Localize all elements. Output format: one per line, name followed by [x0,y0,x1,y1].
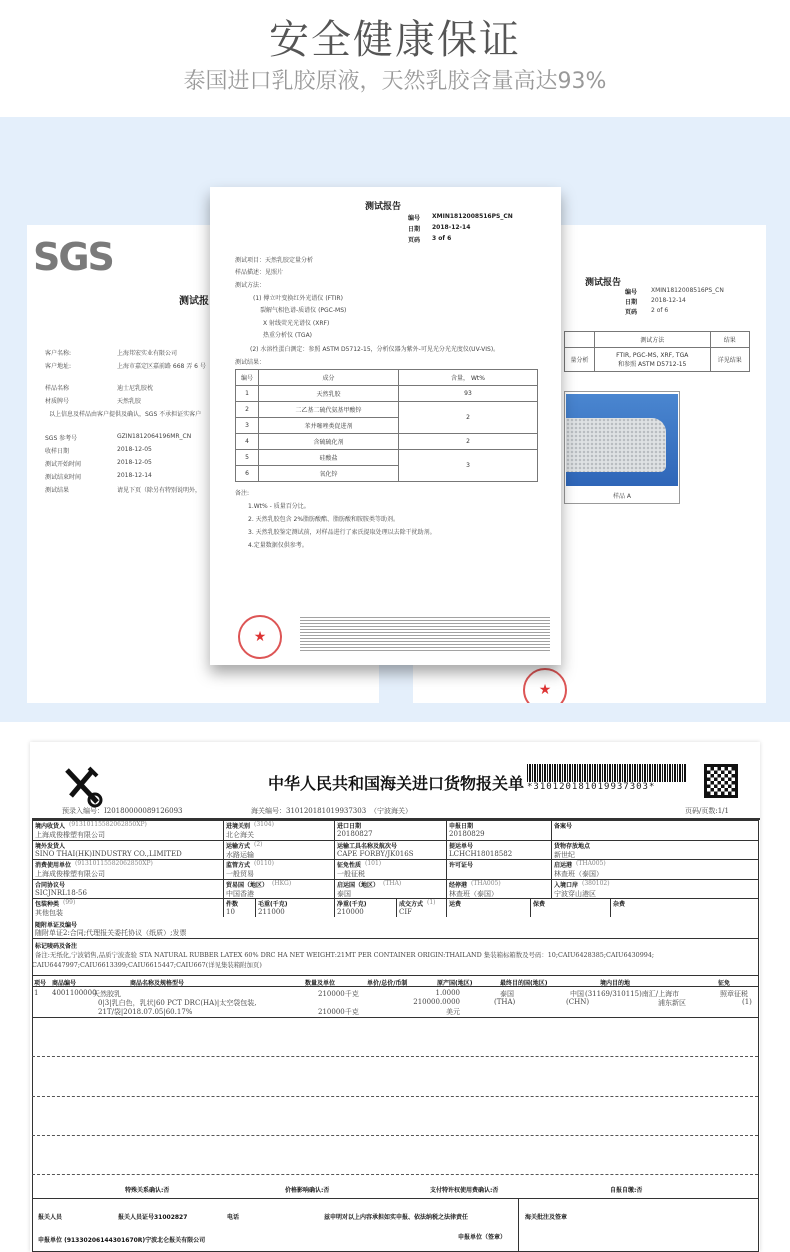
goods-total: 210000.0000 [413,998,460,1006]
field-value: 宁波穿山港区 [554,890,596,898]
method: (1) 傅立叶变换红外光谱仪 (FTIR) [253,295,343,302]
field-label: 进境关别 [226,823,251,830]
table-row [236,386,538,402]
page-title: 安全健康保证 [269,17,521,63]
field-label: 合同协议号 [35,882,66,889]
label: 日期 [408,226,421,233]
page-count: 页码/页数:1/1 [685,807,729,815]
method: 裂解气相色谱-质谱仪 (PGC-MS) [260,307,347,314]
goods-qty: 210000千克 [318,990,359,998]
field-label: 入境口岸 [554,882,579,889]
field-label: 境外发货人 [35,843,66,850]
table-cell: 苯并噻唑类促进剂 [259,418,399,434]
table-cell: 2 [236,402,259,418]
table-row [236,434,538,450]
notes-title: 备注: [235,490,250,497]
field-value: 其他包装 [35,909,63,917]
table-cell: FTIR, PGC-MS, XRF, TGA [616,351,689,359]
photo-frame [564,391,680,504]
goods-code: 4001100000 [52,989,97,997]
form-title: 中华人民共和国海关进口货物报关单 [268,774,525,793]
table-header: 测试方法 [595,332,711,348]
royalty-confirm: 支付特许权使用费确认:否 [430,1187,499,1194]
label: 页码 [625,309,638,316]
marks-value: CAIU6447997;CAIU6613399;CAIU6615447;CAIU667(详见集装箱附加页) [32,961,262,969]
goods-levy-code: (1) [742,998,752,1006]
field-value: 中国香港 [226,890,254,898]
field-label: 客户地址: [45,363,72,370]
field-label: 运输方式 [226,843,251,850]
method: 热重分析仪 (TGA) [263,332,313,339]
photo-caption: 样品 A [613,493,632,500]
table-cell: 6 [236,466,259,482]
field-code: (HKG) [272,880,292,887]
goods-no: 1 [34,989,39,997]
field-label: 申报日期 [449,823,474,830]
field-code: (THA) [383,880,402,887]
field-label: 测试结束时间 [45,474,82,481]
pillow-photo [566,394,678,486]
declarant-number: 报关人员证号31002827 [118,1214,188,1221]
customs-emblem-icon [63,766,103,808]
field-label: 保费 [533,901,546,908]
field-label: 杂费 [613,901,626,908]
customs-approval-label: 海关批注及签章 [525,1214,568,1221]
field-value: 211000 [258,908,285,916]
table-cell: 硅酸盐 [259,450,399,466]
field-label: 毛重(千克) [258,901,288,908]
report-title: 测试报告 [585,278,622,288]
field-value: SINO THAI(HK)INDUSTRY CO.,LIMITED [35,850,182,858]
field-label: 运费 [449,901,462,908]
field-code: (91310115582062850XP) [69,821,147,828]
table-cell: 93 [399,386,538,402]
field-value: GZIN1812064196MR_CN [117,433,192,440]
result-title: 测试结果： [235,359,266,366]
field-value: 新世纪 [554,851,575,859]
field-value: 20180829 [449,830,485,838]
field-label: 测试结果 [45,487,70,494]
label: 编号 [408,215,421,222]
field-label: 件数 [226,901,239,908]
goods-column-header: 最终目的国(地区) [500,980,548,987]
field-label: 包装种类 [35,901,60,908]
field-value: 林查班（泰国） [449,890,498,898]
docs-label: 随附单证及编号 [35,922,78,929]
goods-price: 1.0000 [435,989,460,997]
fine-print [300,617,550,651]
table-header: 编号 [236,370,259,386]
field-label: 测试开始时间 [45,461,82,468]
test-item: 测试项目：天然乳胶定量分析 [235,257,314,264]
table-cell: 二乙基二硫代氨基甲酸锌 [259,402,399,418]
barcode-number: *310120181019937303* [527,782,656,792]
goods-origin: 泰国 [500,990,514,998]
table-cell: 2 [399,402,538,434]
goods-currency: 美元 [446,1008,460,1016]
table-cell: 1 [236,386,259,402]
field-code: (1) [427,899,436,906]
table-cell: 5 [236,450,259,466]
goods-destination: 中国 [570,990,584,998]
field-label: 客户名称: [45,350,72,357]
declaring-unit-signature: 申报单位（签章） [458,1234,507,1241]
sample-desc: 样品描述：见照片 [235,269,284,276]
field-label: 启运港 [554,862,573,869]
goods-domestic-district: 浦东新区 [658,999,686,1007]
table-row [236,450,538,466]
field-label: 消费使用单位 [35,862,72,869]
customs-number: 海关编号：310120181019937303 [251,807,367,815]
field-value: 20180827 [337,830,373,838]
table-header: 含量， Wt% [399,370,538,386]
docs-value: 随附单证2:合同;代理报关委托协议（纸质）;发票 [35,929,187,937]
sgs-report-page-3 [210,187,561,665]
field-code: (THA005) [576,860,606,867]
goods-column-header: 征免 [718,980,731,987]
field-label: 备案号 [554,823,573,830]
note: 1.Wt% - 质量百分比。 [248,503,310,510]
declarant-label: 报关人员 [38,1214,63,1221]
field-value: 林查班（泰国） [554,870,603,878]
field-value: CAPE FORBY/JK016S [337,850,414,858]
declaring-unit: 申报单位 (91330206144301670R)宁波北仑报关有限公司 [38,1237,206,1244]
label: 编号 [625,289,638,296]
table-cell: 3 [236,418,259,434]
field-label: 经停港 [449,882,468,889]
red-seal-icon: ★ [523,668,567,703]
field-value: 2018-12-05 [117,446,152,453]
goods-spec: 0|3|乳白色，乳状|60 PCT DRC(HA)|太空袋包装, [98,999,257,1007]
goods-name: 天然胶乳 [93,990,121,998]
report-date: 2018-12-14 [432,224,471,231]
table-cell: 含硫硫化剂 [259,434,399,450]
method-title: 测试方法： [235,282,266,289]
field-value: 水路运输 [226,851,254,859]
field-value: 210000 [337,908,364,916]
table-cell: 3 [399,450,538,482]
goods-column-header: 单价/总价/币制 [367,980,408,987]
table-row [236,402,538,418]
customs-office: （宁波海关） [370,807,412,815]
field-label: 运输工具名称及航次号 [337,843,398,850]
method: (2) 水溶性蛋白测定：参照 ASTM D5712-15，分析仪器为紫外-可见光分光光度仪(UV-VIS)。 [250,346,500,353]
note: 2. 天然乳胶包含 2%脂肪酸酯、脂肪酸和胺胺类等助剂。 [248,516,400,523]
phone-label: 电话 [227,1214,240,1221]
report-title: 测试报告 [365,202,402,212]
marks-label: 标记唛码及备注 [35,943,78,950]
goods-destination-code: (CHN) [566,998,590,1006]
marks-value: 备注:无纸化,宁波销售,品质宁波查验 STA NATURAL RUBBER LATEX 60% DRC HA NET WEIGHT:21MT PER CONTAINER ORIGIN:THAILAND 集装箱标箱数及号码：10;CAIU6428385;CAIU6430994; [35,951,655,959]
qr-code-icon [704,764,738,798]
field-value: 天然乳胶 [117,398,142,405]
table-cell: 详见结果 [710,348,750,372]
field-label: 境内收货人 [35,823,66,830]
table-cell: 天然乳胶 [259,386,399,402]
table-cell: 氧化锌 [259,466,399,482]
pre-entry-number: 预录入编号：I20180000089126093 [62,807,183,815]
goods-spec: 21T/袋|2018.07.05|60.17% [98,1008,193,1016]
report-number: XMIN1812008516PS_CN [432,213,513,220]
field-label: SGS 参考号 [45,435,78,442]
field-label: 货物存放地点 [554,843,591,850]
goods-column-header: 原产国(地区) [437,980,473,987]
method: X 射线荧光光谱仪 (XRF) [263,320,330,327]
latex-pillow [566,418,666,472]
field-code: (91310115582062850XP) [75,860,153,867]
table-cell: 2 [399,434,538,450]
field-label: 材质牌号 [45,398,70,405]
note: 3. 天然乳胶鉴定测试前，对样品进行了索氏提取处理以去除干扰助剂。 [248,529,436,536]
field-value: LCHCH18018582 [449,850,513,858]
field-code: (99) [63,899,76,906]
field-value: 上海成俊橡塑有限公司 [35,831,105,839]
report-note: 以上信息及样品由客户提供及确认，SGS 不承担证实客户 [49,411,202,418]
note: 4.定量数据仅供参考。 [248,542,308,549]
field-label: 成交方式 [399,901,424,908]
field-value: 北仑海关 [226,831,254,839]
goods-column-header: 数量及单位 [305,980,336,987]
field-value: 上海邦宏实业有限公司 [117,350,178,357]
goods-column-header: 商品名称及规格型号 [130,980,185,987]
field-label: 贸易国（地区） [226,882,269,889]
barcode-icon [527,764,687,782]
goods-domestic-destination: (31169/310115)南汇/上海市 [585,990,680,998]
summary-table [564,331,750,372]
goods-column-header: 商品编号 [52,980,77,987]
field-value: SICJNRL18-56 [35,889,87,897]
field-code: (2) [254,841,263,848]
field-value: 一般贸易 [226,870,254,878]
field-code: (101) [365,860,382,867]
report-date: 2018-12-14 [651,297,686,304]
field-code: (0110) [254,860,274,867]
field-value: 10 [226,908,235,916]
table-cell: 量分析 [565,348,595,372]
field-value: 一般征税 [337,870,365,878]
goods-levy: 照章征税 [720,990,748,998]
field-label: 监管方式 [226,862,251,869]
self-declare-confirm: 自报自缴:否 [610,1187,643,1194]
field-value: 泰国 [337,890,351,898]
report-page: 2 of 6 [651,307,669,314]
report-number: XMIN1812008516PS_CN [651,287,724,294]
results-table [235,369,538,482]
declaration-statement: 兹申明对以上内容承担如实申报、依法纳税之法律责任 [324,1214,469,1221]
goods-column-header: 项号 [34,980,47,987]
field-label: 许可证号 [449,862,474,869]
field-label: 进口日期 [337,823,362,830]
field-label: 净重(千克) [337,901,367,908]
field-value: 请见下页（除另有特别说明外， [117,487,202,494]
goods-column-header: 境内目的地 [600,980,631,987]
sgs-logo: SGS [33,235,113,279]
field-code: (380102) [582,880,610,887]
special-relation-confirm: 特殊关系确认:否 [125,1187,170,1194]
label: 页码 [408,237,421,244]
field-value: 迪士尼乳胶枕 [117,385,154,392]
field-value: 上海成俊橡塑有限公司 [35,870,105,878]
field-label: 提运单号 [449,843,474,850]
red-seal-icon: ★ [238,615,282,659]
field-value: 2018-12-14 [117,472,152,479]
label: 日期 [625,299,638,306]
table-cell: 和参照 ASTM D5712-15 [618,360,687,368]
field-label: 样品名称 [45,385,70,392]
report-page: 3 of 6 [432,235,452,242]
goods-origin-code: (THA) [494,998,516,1006]
field-code: (THA005) [471,880,501,887]
field-value: 上海市嘉定区嘉前路 668 弄 6 号 [117,363,206,370]
field-value: 2018-12-05 [117,459,152,466]
field-label: 收样日期 [45,448,70,455]
field-label: 征免性质 [337,862,362,869]
table-header: 成分 [259,370,399,386]
goods-qty: 210000千克 [318,1008,359,1016]
report-title: 测试报 [179,296,209,307]
field-code: (3104) [254,821,274,828]
field-label: 启运国（地区） [337,882,380,889]
table-cell: 4 [236,434,259,450]
field-value: CIF [399,908,412,916]
page-subtitle: 泰国进口乳胶原液，天然乳胶含量高达93% [183,69,607,94]
table-header: 结果 [710,332,750,348]
price-impact-confirm: 价格影响确认:否 [285,1187,330,1194]
customs-declaration-form [30,742,760,1252]
